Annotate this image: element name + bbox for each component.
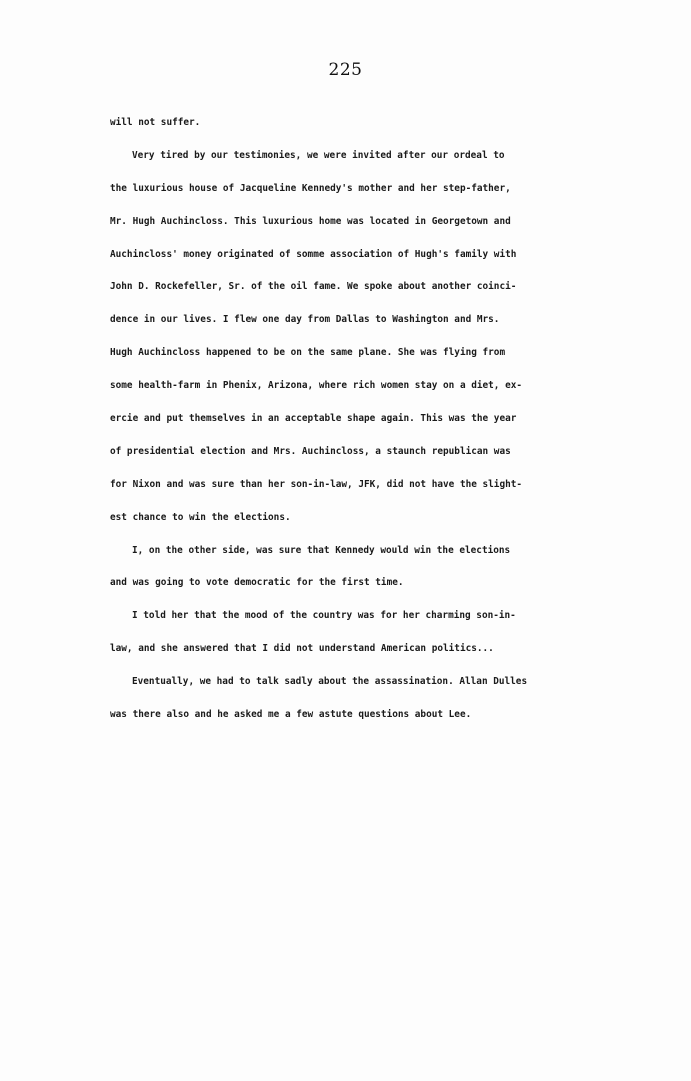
page-number: 225 [328, 60, 363, 80]
text-line: Eventually, we had to talk sadly about the assassination. Allan Dulles [132, 676, 528, 688]
text-line: dence in our lives. I flew one day from Dallas to Washington and Mrs. [110, 314, 500, 326]
text-line: for Nixon and was sure than her son-in-law, JFK, did not have the slight- [110, 478, 523, 490]
text-line: and was going to vote democratic for the first time. [110, 577, 404, 589]
text-line: Very tired by our testimonies, we were invited after our ordeal to [132, 149, 505, 161]
text-line: Hugh Auchincloss happened to be on the same plane. She was flying from [110, 347, 506, 359]
text-line: some health-farm in Phenix, Arizona, where rich women stay on a diet, ex- [110, 380, 523, 392]
text-line: Mr. Hugh Auchincloss. This luxurious home was located in Georgetown and [110, 215, 511, 227]
text-line: I told her that the mood of the country was for her charming son-in- [132, 610, 516, 622]
text-line: I, on the other side, was sure that Kennedy would win the elections [132, 544, 511, 556]
body-text [110, 113, 590, 738]
text-line: was there also and he asked me a few astute questions about Lee. [110, 709, 472, 721]
text-line: law, and she answered that I did not understand American politics... [110, 643, 494, 655]
text-line: Auchincloss' money originated of somme association of Hugh's family with [110, 248, 517, 260]
text-line: John D. Rockefeller, Sr. of the oil fame. We spoke about another coinci- [110, 281, 517, 293]
text-line: will not suffer. [110, 117, 201, 128]
text-line: est chance to win the elections. [110, 511, 291, 523]
text-line: of presidential election and Mrs. Auchincloss, a staunch republican was [110, 445, 511, 457]
text-line: ercie and put themselves in an acceptable shape again. This was the year [110, 413, 517, 425]
text-line: the luxurious house of Jacqueline Kennedy's mother and her step-father, [110, 182, 511, 194]
